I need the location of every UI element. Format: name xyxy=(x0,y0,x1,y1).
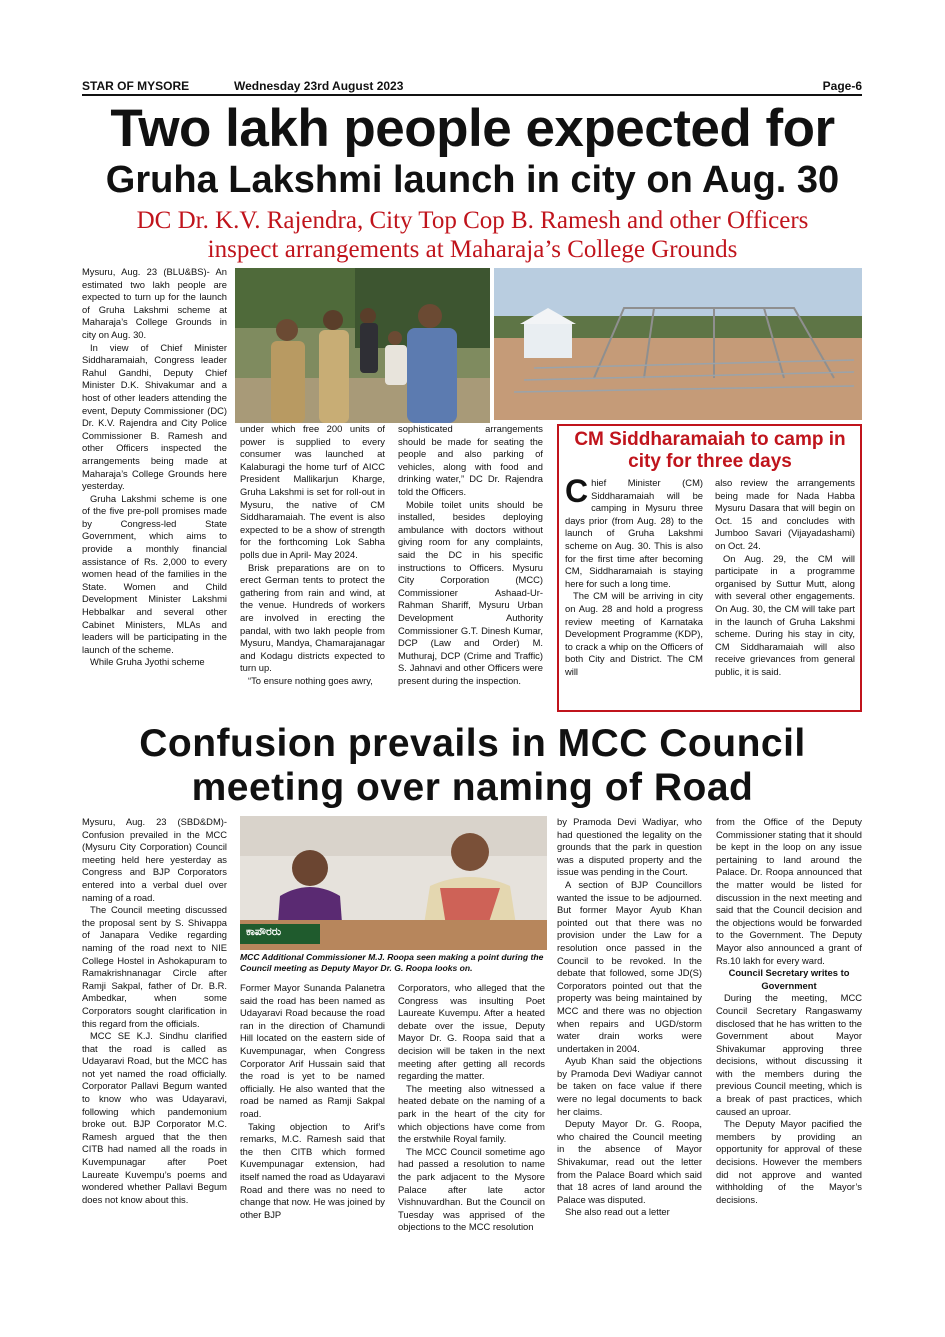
paragraph: The Deputy Mayor pacified the members by providing an opportunity for approval of these decisions. However the members did not approve and wanted withholding of the Mayor’s decisions. xyxy=(716,1118,862,1205)
headline-1-line-2: Gruha Lakshmi launch in city on Aug. 30 xyxy=(105,159,840,201)
story-1-deck xyxy=(60,206,885,264)
paragraph: Brisk preparations are on to erect German tents to protect the gathering from rain and wind, at the venue. Hundreds of workers are involved in erecting the pandal, with two lakh people from Mysuru, Mandya, Chamarajanagar and Kodagu districts expected to turn up. xyxy=(240,561,385,674)
paragraph: She also read out a letter xyxy=(565,1206,670,1218)
sidebar-column-1 xyxy=(565,477,703,705)
story-2-column-3 xyxy=(398,982,545,1267)
paragraph xyxy=(565,477,703,590)
paragraph: sophisticated arrangements should be made for seating the people and also parking of vehicles, along with food and drinking water,” DC Dr. Rajendra told the Officers. xyxy=(398,423,543,497)
story-1-column-3 xyxy=(398,423,543,718)
paragraph: Corporators, who alleged that the Congress was insulting Poet Laureate Kuvempu. After a heated debate over the issue, Deputy Mayor Dr. G. Roopa said that a decision will be taken in the next meeting after getting all records regarding the matter. xyxy=(398,982,545,1082)
paragraph: The meeting also witnessed a heated debate on the naming of a park in the heart of the city for which objections have come from the erstwhile Royal family. xyxy=(398,1082,545,1145)
story-2-column-5 xyxy=(716,816,862,1266)
story-2-column-2 xyxy=(240,982,385,1267)
paragraph: Mysuru, Aug. 23 (BLU&BS)- An estimated two lakh people are expected to turn up for the launch of Gruha Lakshmi scheme at Maharaja’s College Grounds in city on Aug. 30. xyxy=(82,266,227,340)
paragraph: On Aug. 29, the CM will participate in a programme organised by Suttur Mutt, along with several other engagements. On Aug. 30, the CM will take part in the launch of Gruha Lakshmi scheme. During his stay in city, CM Siddharamaiah will also receive grievances from general public, it is said. xyxy=(715,552,855,677)
paragraph: The CM will be arriving in city on Aug. 28 and hold a progress review meeting of Karnataka Development Programme (KDP), to crack a whip on the Officers of both City and District. The CM will xyxy=(565,590,703,677)
council-meeting-photo xyxy=(240,816,547,950)
paragraph: Former Mayor Sunanda Palanetra said the road has been named as Udayaravi Road because the road ran in the direction of Chamundi Hill located on the eastern side of Kuvempunagar, when Congress Corporator Arif Hussain said that the road is yet to be named officially. He also wanted that the road be named as Ramji Sakpal road. xyxy=(240,982,385,1119)
headline-2-line-1: Confusion prevails in MCC Council xyxy=(139,722,806,765)
headline-1-line-1: Two lakh people expected for xyxy=(110,99,835,158)
masthead xyxy=(82,77,862,95)
paragraph: The Council meeting discussed the proposal sent by S. Shivappa of Janapara Vedike regarding naming of the road next to NIE College Hostel in Ashokapuram to Ramakrishnanagar Circle after Ramji Sakpal, father of Dr. B.R. Ambedkar, when some Corporators sought clarification in this regard from the officials. xyxy=(82,904,227,1029)
grounds-preparation-image xyxy=(494,268,862,420)
page-number: Page-6 xyxy=(822,79,862,93)
paragraph-text: hief Minister (CM) Siddharamaiah will be camping in Mysuru three days prior (from Aug. 28) to the launch of Gruha Lakshmi scheme on Aug. 30. This is also for the first time after becoming CM, Siddharamaiah is staying here for such a long time. xyxy=(565,477,703,589)
story-1-column-2 xyxy=(240,423,385,718)
sidebar-headline: CM Siddharamaiah to camp in city for three days xyxy=(574,429,846,472)
photo-caption: MCC Additional Commissioner M.J. Roopa seen making a point during the Council meeting as Deputy Mayor Dr. G. Roopa looks on. xyxy=(240,952,544,973)
officials-inspection-photo xyxy=(235,268,490,423)
paragraph: Mobile toilet units should be installed, besides deploying ambulance with doctors without giving room for any complaints, said the DC in his specific instructions to Officers. Mysuru City Corporation (MCC) Commissioner Ashaad-Ur-Rahman Shariff, Mysuru Urban Development Authority Commissioner G.T. Dinesh Kumar, DCP (Law and Order) M. Muthuraj, DCP (Crime and Traffic) S. Jahnavi and other Officers were present during the inspection. xyxy=(398,498,543,686)
paragraph: from the Office of the Deputy Commissioner stating that it should be kept in the loop on any issue pertaining to land around the Palace. Dr. Roopa announced that the matter would be listed for discussion in the next meeting and said that the Council decision and the objections would be forwarded to the Government. The Deputy Mayor also announced a grant of Rs.10 lakh for every ward. xyxy=(716,816,862,966)
paragraph: Deputy Mayor Dr. G. Roopa, who chaired the Council meeting in the absence of Mayor Shivakumar, read out the letter from the Palace Board which said that 18 acres of land around the Palace was disputed. xyxy=(557,1118,702,1205)
paragraph: MCC SE K.J. Sindhu clarified that the road is called as Udayaravi Road, but the MCC has not yet named the road officially. Corporator Pallavi Begum wanted to know who was Udayaravi, following which pandemonium broke out. BJP Corporator M.C. Ramesh argued that the then CITB had named all the roads in Kuvempunagar after Poet Laureate Kuvempu’s poems and wondered whether Pallavi Begum does not know about this. xyxy=(82,1030,227,1205)
headline-2 xyxy=(60,722,885,810)
sidebar-column-2 xyxy=(715,477,855,705)
paper-name: STAR OF MYSORE xyxy=(82,79,190,93)
paragraph: “To ensure nothing goes awry, xyxy=(248,674,373,686)
deck-line-1: DC Dr. K.V. Rajendra, City Top Cop B. Ramesh and other Officers xyxy=(136,207,809,234)
paragraph: under which free 200 units of power is supplied to every consumer was launched at Kalaburagi the home turf of AICC President Mallikarjun Kharge, Gruha Lakshmi is set for roll-out in Mysuru, the native of CM Siddharamaiah. The event is also expected to be a show of strength for the forthcoming Lok Sabha polls due in April- May 2024. xyxy=(240,423,385,560)
masthead-rule xyxy=(82,94,862,96)
headline-2-line-2: meeting over naming of Road xyxy=(191,766,754,809)
subheading: Council Secretary writes to Government xyxy=(728,967,850,991)
paragraph: While Gruha Jyothi scheme xyxy=(90,656,205,668)
paragraph: Ayub Khan said the objections by Pramoda Devi Wadiyar cannot be taken on face value if there were no legal documents to back her claims. xyxy=(557,1055,702,1117)
paragraph: In view of Chief Minister Siddharamaiah, Congress leader Rahul Gandhi, Deputy Chief Minister D.K. Shivakumar and a host of other leaders attending the event, Deputy Commissioner (DC) Dr. K.V. Rajendra and City Police Commissioner B. Ramesh and other Officers inspected the arrangements being made at Maharaja’s College Grounds here yesterday. xyxy=(82,341,227,492)
dropcap: C xyxy=(565,477,589,509)
officials-inspection-image xyxy=(235,268,490,423)
paragraph: by Pramoda Devi Wadiyar, who had questioned the legality on the grounds that the park in question was a disputed property and the issue was pending in the Court. xyxy=(557,816,702,878)
paragraph: During the meeting, MCC Council Secretary Rangaswamy disclosed that he has written to the Government about Mayor Shivakumar approving three decisions, without discussing it with the members during the previous Council meeting, which is a break of past practices, which caused an uproar. xyxy=(716,992,862,1117)
story-2-column-4 xyxy=(557,816,702,1266)
issue-date: Wednesday 23rd August 2023 xyxy=(234,79,404,93)
paragraph: The MCC Council sometime ago had passed a resolution to name the park adjacent to the Mysore Palace after late actor Vishnuvardhan. But the Council on Tuesday was apprised of the objections to the MCC resolution xyxy=(398,1145,545,1233)
paragraph: also review the arrangements being made for Nada Habba Mysuru Dasara that will begin on Oct. 15 and concludes with Jumboo Savari (Vijayadashami) on Oct. 24. xyxy=(715,477,855,551)
story-1-column-1 xyxy=(82,266,227,716)
council-meeting-image xyxy=(240,816,547,950)
nameplate-text: ಕಾಪೌರರು xyxy=(246,926,282,938)
paragraph: Taking objection to Arif’s remarks, M.C. Ramesh said that the then CITB which formed Kuvempunagar extension, had itself named the road as Udayaravi Road and there was no need to change that now. He was joined by other BJP xyxy=(240,1120,385,1220)
paragraph: Gruha Lakshmi scheme is one of the five pre-poll promises made by Congress-led State Government, which aims to provide a monthly financial assistance of Rs. 2,000 to every women head of the families in the State. Women and Child Development Minister Lakshmi Hebbalkar and several other Cabinet Ministers, MLAs and leaders will be participating in the launch of the scheme. xyxy=(82,492,227,655)
grounds-preparation-photo xyxy=(494,268,862,420)
story-2-column-1 xyxy=(82,816,227,1266)
paragraph: Mysuru, Aug. 23 (SBD&DM)- Confusion prevailed in the MCC (Mysuru City Corporation) Council meeting held here yesterday as Congress and BJP Corporators entered into a verbal duel over naming of a road. xyxy=(82,816,227,903)
deck-line-2: inspect arrangements at Maharaja’s College Grounds xyxy=(207,236,738,263)
paragraph: A section of BJP Councillors wanted the issue to be adjourned. But former Mayor Ayub Khan pointed out that there was no provision under the Law for a resolution once passed in the Council to be revoked. In the debate that followed, some JD(S) Corporators pointed out that the property was being maintained by MCC and there was no objection when repairs and UGD/storm water drain works were undertaken in 2004. xyxy=(557,878,702,1054)
